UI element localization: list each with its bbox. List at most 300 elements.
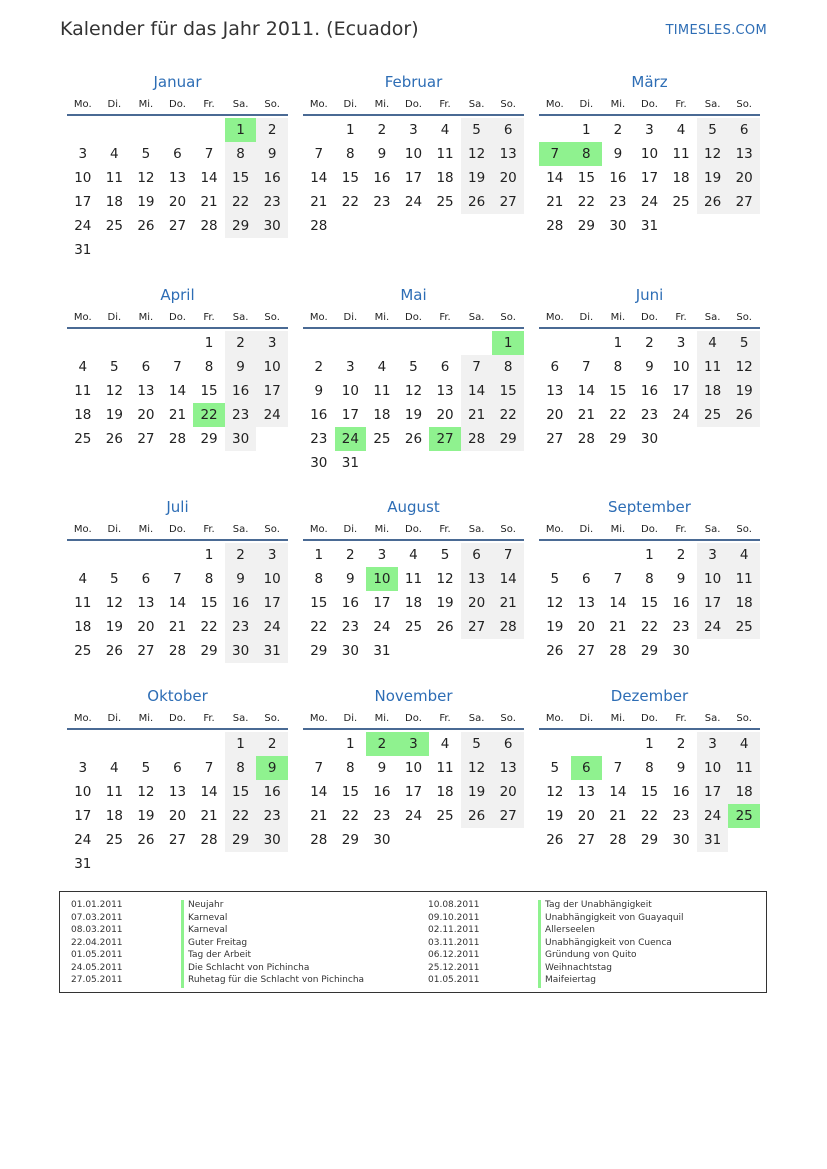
day-cell: 12 (137, 784, 155, 800)
weekday-label: Di. (107, 712, 122, 724)
day-cell: 1 (492, 331, 524, 355)
month-name: April (160, 286, 195, 304)
holiday-name: Karneval (181, 913, 227, 926)
day-cell: 1 (613, 335, 623, 351)
empty-cell (162, 543, 194, 567)
day-cell: 8 (613, 359, 623, 375)
day-cell: 3 (676, 335, 686, 351)
holiday-row (71, 963, 364, 976)
holiday-row (71, 900, 364, 913)
day-cell: 5 (697, 118, 729, 142)
day-cell: 24 (256, 615, 288, 639)
day-cell: 6 (492, 732, 524, 756)
weekday-label: Di. (579, 523, 594, 535)
empty-cell (429, 451, 461, 475)
day-cell: 3 (346, 359, 355, 375)
weekday-label: Mi. (138, 98, 154, 110)
day-cell: 25 (105, 832, 123, 848)
week-row (539, 567, 760, 591)
day-cell: 13 (728, 142, 760, 166)
day-cell: 4 (728, 732, 760, 756)
empty-cell (256, 238, 288, 262)
day-cell: 30 (373, 832, 391, 848)
day-cell: 21 (168, 619, 187, 635)
day-cell: 23 (310, 431, 328, 447)
week-row (67, 732, 288, 756)
day-cell: 20 (577, 808, 595, 824)
weekday-header (67, 307, 288, 329)
week-row (67, 118, 288, 142)
holiday-date: 01.01.2011 (71, 900, 123, 910)
day-cell: 14 (546, 170, 564, 186)
month-3 (539, 70, 760, 238)
day-cell: 18 (697, 379, 729, 403)
empty-cell (99, 852, 131, 876)
day-cell: 5 (141, 146, 151, 162)
weekday-label: Sa. (704, 98, 721, 110)
day-cell: 6 (461, 543, 493, 567)
day-cell: 15 (225, 166, 257, 190)
weekday-label: Fr. (675, 311, 687, 323)
empty-cell (162, 238, 194, 262)
weekday-label: Mi. (374, 311, 390, 323)
day-cell: 23 (341, 619, 359, 635)
day-cell: 4 (78, 359, 88, 375)
day-cell: 5 (141, 760, 151, 776)
day-cell: 9 (377, 760, 387, 776)
day-cell: 14 (200, 784, 218, 800)
holiday-date: 07.03.2011 (71, 912, 123, 923)
day-cell: 15 (577, 170, 595, 186)
weekday-label: Fr. (675, 523, 687, 535)
day-cell: 6 (728, 118, 760, 142)
month-name: Mai (400, 286, 427, 304)
holiday-date: 10.08.2011 (428, 900, 480, 910)
week-row (67, 379, 288, 403)
day-cell: 12 (546, 595, 564, 611)
day-cell: 29 (609, 431, 627, 447)
day-cell: 3 (697, 543, 729, 567)
day-cell: 6 (440, 359, 450, 375)
day-cell: 7 (613, 760, 623, 776)
day-cell: 27 (577, 643, 595, 659)
day-cell: 19 (404, 407, 423, 423)
month-5 (303, 283, 524, 475)
day-cell: 14 (168, 383, 187, 399)
day-cell: 21 (546, 194, 564, 210)
day-cell: 27 (728, 190, 760, 214)
day-cell: 9 (613, 146, 623, 162)
week-row (303, 142, 524, 166)
day-cell: 29 (200, 431, 218, 447)
day-cell: 4 (676, 122, 686, 138)
day-cell: 5 (409, 359, 418, 375)
day-cell: 27 (546, 431, 564, 447)
week-row (303, 214, 524, 238)
day-cell: 18 (728, 591, 760, 615)
day-cell: 22 (341, 808, 359, 824)
day-cell: 29 (310, 643, 328, 659)
day-cell: 13 (492, 756, 524, 780)
empty-cell (303, 118, 335, 142)
day-cell: 24 (256, 403, 288, 427)
empty-cell (67, 732, 99, 756)
day-cell: 3 (398, 732, 430, 756)
day-cell: 11 (74, 595, 92, 611)
day-cell: 2 (613, 122, 623, 138)
day-cell: 16 (373, 784, 391, 800)
day-cell: 13 (577, 784, 595, 800)
day-cell: 15 (640, 784, 659, 800)
holiday-row (71, 925, 364, 938)
weekday-label: Di. (107, 523, 122, 535)
day-cell: 21 (461, 403, 493, 427)
day-cell: 5 (728, 331, 760, 355)
day-cell: 5 (110, 359, 119, 375)
weekday-label: Sa. (704, 523, 721, 535)
holiday-name: Tag der Unabhängigkeit (538, 900, 652, 913)
weekday-label: So. (500, 712, 516, 724)
empty-cell (539, 118, 571, 142)
day-cell: 6 (571, 756, 603, 780)
month-name: August (387, 498, 440, 516)
day-cell: 9 (256, 142, 288, 166)
day-cell: 10 (697, 567, 729, 591)
week-row (67, 780, 288, 804)
day-cell: 24 (640, 194, 659, 210)
day-cell: 7 (492, 543, 524, 567)
day-cell: 14 (168, 595, 187, 611)
day-cell: 11 (74, 383, 92, 399)
day-cell: 5 (440, 547, 450, 563)
holiday-name: Karneval (181, 925, 227, 938)
month-name: Oktober (147, 687, 208, 705)
day-cell: 20 (137, 619, 155, 635)
empty-cell (571, 732, 603, 756)
month-4 (67, 283, 288, 451)
week-row (67, 427, 288, 451)
empty-cell (130, 331, 162, 355)
weekday-label: Mi. (138, 712, 154, 724)
day-cell: 26 (404, 431, 423, 447)
day-cell: 4 (440, 122, 450, 138)
day-cell: 8 (645, 571, 654, 587)
day-cell: 18 (105, 194, 123, 210)
weekday-label: Sa. (468, 98, 485, 110)
day-cell: 3 (78, 760, 88, 776)
day-cell: 31 (74, 856, 92, 872)
day-cell: 20 (492, 166, 524, 190)
empty-cell (571, 543, 603, 567)
week-row (67, 852, 288, 876)
week-row (67, 214, 288, 238)
day-cell: 18 (436, 784, 454, 800)
day-cell: 17 (404, 170, 423, 186)
weekday-header (303, 519, 524, 541)
day-cell: 15 (492, 379, 524, 403)
empty-cell (130, 543, 162, 567)
day-cell: 7 (582, 359, 591, 375)
holiday-list-left (71, 900, 364, 988)
day-cell: 16 (225, 591, 257, 615)
holiday-date: 01.05.2011 (71, 950, 123, 960)
week-row (303, 166, 524, 190)
day-cell: 19 (697, 166, 729, 190)
day-cell: 17 (74, 808, 92, 824)
empty-cell (366, 214, 398, 238)
empty-cell (539, 543, 571, 567)
holiday-name: Unabhängigkeit von Guayaquil (538, 913, 684, 926)
weekday-label: Mo. (309, 311, 328, 323)
weekday-label: Mi. (610, 311, 626, 323)
day-cell: 1 (204, 547, 214, 563)
day-cell: 6 (173, 146, 182, 162)
day-cell: 30 (256, 828, 288, 852)
week-row (303, 780, 524, 804)
day-cell: 27 (137, 431, 155, 447)
weekday-label: So. (500, 311, 516, 323)
holiday-name: Gründung von Quito (538, 950, 637, 963)
day-cell: 13 (546, 383, 564, 399)
weekday-label: Sa. (704, 712, 721, 724)
day-cell: 19 (105, 619, 123, 635)
holiday-date: 03.11.2011 (428, 937, 480, 948)
month-name: Januar (153, 73, 202, 91)
week-row (67, 166, 288, 190)
empty-cell (366, 451, 398, 475)
week-row (303, 190, 524, 214)
day-cell: 13 (577, 595, 595, 611)
day-cell: 3 (377, 547, 387, 563)
day-cell: 16 (310, 407, 328, 423)
day-cell: 11 (436, 760, 454, 776)
day-cell: 16 (256, 780, 288, 804)
day-cell: 10 (404, 146, 423, 162)
day-cell: 11 (404, 571, 423, 587)
day-cell: 9 (346, 571, 355, 587)
empty-cell (492, 639, 524, 663)
day-cell: 27 (168, 218, 187, 234)
week-row (539, 355, 760, 379)
holiday-date: 08.03.2011 (71, 925, 123, 935)
day-cell: 25 (436, 194, 454, 210)
day-cell: 8 (225, 756, 257, 780)
empty-cell (67, 543, 99, 567)
empty-cell (602, 732, 634, 756)
day-cell: 6 (141, 359, 151, 375)
day-cell: 9 (377, 146, 387, 162)
week-row (67, 331, 288, 355)
weekday-label: So. (264, 712, 280, 724)
day-cell: 29 (492, 427, 524, 451)
day-cell: 17 (672, 383, 690, 399)
day-cell: 12 (461, 756, 493, 780)
day-cell: 24 (373, 619, 391, 635)
day-cell: 7 (461, 355, 493, 379)
day-cell: 28 (461, 427, 493, 451)
weekday-label: Sa. (232, 311, 249, 323)
day-cell: 19 (137, 194, 155, 210)
day-cell: 26 (436, 619, 454, 635)
day-cell: 23 (373, 194, 391, 210)
weekday-label: So. (264, 98, 280, 110)
weekday-label: Di. (107, 98, 122, 110)
holiday-date: 25.12.2011 (428, 962, 480, 973)
week-row (67, 756, 288, 780)
day-cell: 2 (676, 736, 686, 752)
weekday-label: So. (736, 311, 752, 323)
day-cell: 8 (225, 142, 257, 166)
day-cell: 17 (373, 595, 391, 611)
day-cell: 31 (256, 639, 288, 663)
day-cell: 28 (609, 643, 627, 659)
weekday-label: Fr. (203, 712, 215, 724)
holiday-name: Die Schlacht von Pichincha (181, 963, 309, 976)
day-cell: 22 (225, 804, 257, 828)
day-cell: 27 (492, 804, 524, 828)
weekday-header (539, 708, 760, 730)
day-cell: 20 (461, 591, 493, 615)
day-cell: 25 (728, 615, 760, 639)
day-cell: 11 (436, 146, 454, 162)
day-cell: 28 (200, 218, 218, 234)
day-cell: 28 (168, 643, 187, 659)
day-cell: 16 (609, 170, 627, 186)
day-cell: 5 (550, 571, 560, 587)
weekday-label: Sa. (468, 712, 485, 724)
day-cell: 3 (78, 146, 88, 162)
empty-cell (225, 852, 257, 876)
day-cell: 2 (377, 122, 387, 138)
day-cell: 23 (672, 808, 690, 824)
week-row (303, 427, 524, 451)
weekday-label: So. (500, 523, 516, 535)
week-row (539, 543, 760, 567)
day-cell: 30 (672, 832, 690, 848)
holiday-list-right (428, 900, 684, 988)
weekday-header (539, 307, 760, 329)
empty-cell (335, 214, 367, 238)
month-1 (67, 70, 288, 262)
holiday-row (428, 963, 684, 976)
weekday-label: Mi. (138, 311, 154, 323)
empty-cell (697, 639, 729, 663)
month-11 (303, 684, 524, 852)
day-cell: 10 (256, 355, 288, 379)
empty-cell (130, 852, 162, 876)
day-cell: 17 (640, 170, 659, 186)
empty-cell (366, 331, 398, 355)
day-cell: 8 (645, 760, 654, 776)
day-cell: 28 (546, 218, 564, 234)
month-7 (67, 495, 288, 663)
day-cell: 15 (609, 383, 627, 399)
day-cell: 20 (436, 407, 454, 423)
day-cell: 19 (546, 808, 564, 824)
weekday-label: So. (736, 523, 752, 535)
weekday-label: Mo. (309, 98, 328, 110)
holiday-name: Neujahr (181, 900, 223, 913)
weekday-label: Sa. (704, 311, 721, 323)
day-cell: 17 (697, 591, 729, 615)
weekday-label: Fr. (203, 98, 215, 110)
day-cell: 18 (105, 808, 123, 824)
day-cell: 7 (204, 760, 214, 776)
day-cell: 15 (341, 784, 359, 800)
month-name: Februar (384, 73, 443, 91)
day-cell: 9 (676, 760, 686, 776)
holiday-name: Weihnachtstag (538, 963, 612, 976)
weekday-label: So. (500, 98, 516, 110)
empty-cell (429, 639, 461, 663)
day-cell: 28 (310, 832, 328, 848)
week-row (67, 190, 288, 214)
day-cell: 10 (697, 756, 729, 780)
empty-cell (335, 331, 367, 355)
day-cell: 16 (672, 595, 690, 611)
week-row (539, 403, 760, 427)
day-cell: 10 (74, 170, 92, 186)
day-cell: 15 (225, 780, 257, 804)
day-cell: 29 (200, 643, 218, 659)
holiday-list (59, 891, 767, 993)
week-row (67, 142, 288, 166)
empty-cell (130, 732, 162, 756)
weekday-label: Mo. (545, 712, 564, 724)
day-cell: 7 (173, 359, 182, 375)
month-name: Juli (166, 498, 189, 516)
empty-cell (728, 828, 760, 852)
day-cell: 15 (640, 595, 659, 611)
day-cell: 4 (377, 359, 387, 375)
brand-link[interactable]: TIMESLES.COM (665, 23, 767, 38)
empty-cell (429, 331, 461, 355)
day-cell: 11 (105, 784, 123, 800)
weekday-label: Mi. (610, 712, 626, 724)
day-cell: 29 (225, 214, 257, 238)
day-cell: 13 (168, 784, 187, 800)
weekday-label: Mi. (374, 523, 390, 535)
day-cell: 25 (373, 431, 391, 447)
holiday-row (428, 975, 684, 988)
weekday-label: Fr. (439, 98, 451, 110)
day-cell: 12 (105, 595, 123, 611)
empty-cell (539, 732, 571, 756)
month-2 (303, 70, 524, 238)
weekday-label: Mo. (73, 523, 92, 535)
day-cell: 12 (137, 170, 155, 186)
day-cell: 24 (404, 808, 423, 824)
day-cell: 1 (645, 736, 654, 752)
month-10 (67, 684, 288, 876)
holiday-date: 02.11.2011 (428, 925, 480, 935)
month-6 (539, 283, 760, 451)
day-cell: 3 (409, 122, 418, 138)
day-cell: 10 (341, 383, 359, 399)
day-cell: 8 (204, 359, 214, 375)
day-cell: 5 (461, 118, 493, 142)
day-cell: 22 (640, 619, 659, 635)
day-cell: 7 (314, 146, 324, 162)
weekday-header (67, 94, 288, 116)
week-row (303, 331, 524, 355)
day-cell: 26 (461, 190, 493, 214)
day-cell: 22 (193, 403, 225, 427)
month-name: Dezember (610, 687, 689, 705)
week-row (67, 543, 288, 567)
empty-cell (697, 427, 729, 451)
day-cell: 22 (492, 403, 524, 427)
